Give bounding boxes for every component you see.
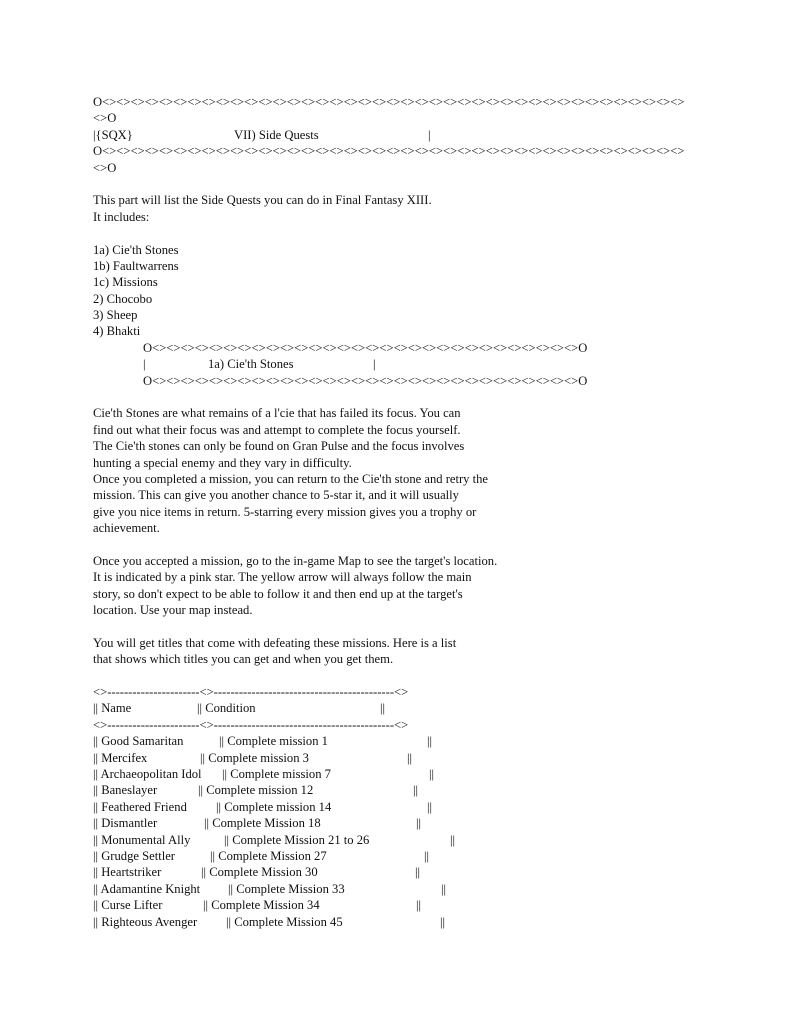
paragraph-line: You will get titles that come with defeating these missions. Here is a list (93, 635, 457, 650)
header-border-top: O<><><><><><><><><><><><><><><><><><><><><><><><><><><><><><><><><><><><><><><><><> (93, 95, 685, 109)
paragraph-line: It is indicated by a pink star. The yellow arrow will always follow the main (93, 570, 472, 585)
title-name: || Mercifex (93, 750, 148, 765)
title-name: || Dismantler (93, 816, 158, 831)
header-border-top-wrap: <>O (93, 111, 117, 126)
title-condition: || Complete Mission 21 to 26 (224, 832, 370, 847)
toc-item: 4) Bhakti (93, 324, 141, 339)
table-row (93, 897, 733, 913)
paragraph-line: mission. This can give you another chance to 5-star it, and it will usually (93, 488, 459, 503)
sub-header (93, 340, 733, 389)
paragraph-line: Cie'th Stones are what remains of a l'cie that has failed its focus. You can (93, 406, 461, 421)
section-header (93, 94, 733, 176)
row-end: || (427, 734, 433, 749)
row-end: || (424, 848, 430, 863)
sub-header-border-top: O<><><><><><><><><><><><><><><><><><><><><><><><><><><><><><>O (143, 340, 588, 355)
title-condition: || Complete Mission 27 (210, 848, 327, 863)
row-end: || (416, 816, 422, 831)
paragraph-line: achievement. (93, 521, 160, 536)
intro-paragraph (93, 192, 733, 225)
sub-header-title: 1a) Cie'th Stones (208, 357, 294, 372)
table-row (93, 848, 733, 864)
sub-header-left-bar: | (143, 357, 146, 372)
title-name: || Grudge Settler (93, 848, 175, 863)
table-row (93, 766, 733, 782)
table-header-name: || Name (93, 701, 132, 716)
title-name: || Good Samaritan (93, 734, 184, 749)
title-condition: || Complete Mission 18 (204, 816, 321, 831)
table-row (93, 799, 733, 815)
title-condition: || Complete Mission 30 (201, 865, 318, 880)
row-end: || (441, 881, 447, 896)
row-end: || (413, 783, 419, 798)
header-title: VII) Side Quests (234, 127, 319, 142)
title-condition: || Complete Mission 33 (228, 881, 345, 896)
table-row (93, 881, 733, 897)
row-end: || (416, 898, 422, 913)
row-end: || (427, 799, 433, 814)
toc-item: 2) Chocobo (93, 291, 153, 306)
table-row (93, 864, 733, 880)
title-name: || Curse Lifter (93, 898, 163, 913)
paragraph-line: that shows which titles you can get and when you get them. (93, 652, 394, 667)
table-row (93, 782, 733, 798)
row-end: || (429, 767, 435, 782)
title-condition: || Complete Mission 34 (203, 898, 320, 913)
title-name: || Righteous Avenger (93, 914, 198, 929)
paragraph-line: find out what their focus was and attempt to complete the focus yourself. (93, 422, 461, 437)
map-paragraph (93, 553, 733, 619)
title-name: || Monumental Ally (93, 832, 191, 847)
toc-item: 1a) Cie'th Stones (93, 242, 179, 257)
sub-header-right-bar: | (373, 357, 376, 372)
row-end: || (407, 750, 413, 765)
paragraph-line: The Cie'th stones can only be found on Gran Pulse and the focus involves (93, 439, 465, 454)
title-condition: || Complete mission 7 (222, 767, 331, 782)
title-condition: || Complete mission 1 (219, 734, 328, 749)
table-border-mid: <>----------------------<>-------------------------------------------<> (93, 717, 409, 732)
sub-header-border-bottom: O<><><><><><><><><><><><><><><><><><><><><><><><><><><><><><>O (143, 373, 588, 388)
title-name: || Baneslayer (93, 783, 158, 798)
table-rows (93, 733, 733, 930)
document-page (93, 94, 733, 930)
row-end: || (415, 865, 421, 880)
row-end: || (440, 914, 446, 929)
toc-item: 3) Sheep (93, 308, 138, 323)
header-tag: |{SQX} (93, 127, 133, 142)
table-header-row (93, 700, 733, 716)
paragraph-line: give you nice items in return. 5-starring every mission gives you a trophy or (93, 504, 477, 519)
table-border-top: <>----------------------<>-------------------------------------------<> (93, 685, 409, 700)
title-condition: || Complete Mission 45 (226, 914, 343, 929)
title-condition: || Complete mission 12 (198, 783, 314, 798)
title-name: || Archaeopolitan Idol (93, 767, 202, 782)
toc-item: 1b) Faultwarrens (93, 258, 179, 273)
title-condition: || Complete mission 3 (200, 750, 309, 765)
header-border-bottom-wrap: <>O (93, 160, 117, 175)
table-row (93, 832, 733, 848)
row-end: || (450, 832, 456, 847)
toc-item: 1c) Missions (93, 275, 158, 290)
table-row (93, 750, 733, 766)
intro-line: It includes: (93, 209, 150, 224)
paragraph-line: Once you completed a mission, you can return to the Cie'th stone and retry the (93, 471, 489, 486)
table-header-condition: || Condition (197, 701, 256, 716)
header-title-line (93, 127, 733, 143)
header-border-bottom: O<><><><><><><><><><><><><><><><><><><><><><><><><><><><><><><><><><><><><><><><><> (93, 144, 685, 159)
table-row (93, 914, 733, 930)
header-bar: | (428, 127, 431, 142)
title-condition: || Complete mission 14 (216, 799, 332, 814)
toc-list (93, 242, 733, 340)
titles-paragraph (93, 635, 733, 668)
table-header-end: || (380, 701, 386, 716)
table-row (93, 733, 733, 749)
table-row (93, 815, 733, 831)
title-name: || Heartstriker (93, 865, 162, 880)
paragraph-line: location. Use your map instead. (93, 603, 253, 618)
titles-table (93, 684, 733, 930)
cieth-stones-paragraph (93, 405, 733, 536)
paragraph-line: Once you accepted a mission, go to the in-game Map to see the target's location. (93, 553, 498, 568)
title-name: || Adamantine Knight (93, 881, 201, 896)
title-name: || Feathered Friend (93, 799, 187, 814)
intro-line: This part will list the Side Quests you can do in Final Fantasy XIII. (93, 193, 432, 208)
sub-header-title-line (93, 356, 733, 372)
paragraph-line: story, so don't expect to be able to follow it and then end up at the target's (93, 586, 463, 601)
paragraph-line: hunting a special enemy and they vary in difficulty. (93, 455, 352, 470)
